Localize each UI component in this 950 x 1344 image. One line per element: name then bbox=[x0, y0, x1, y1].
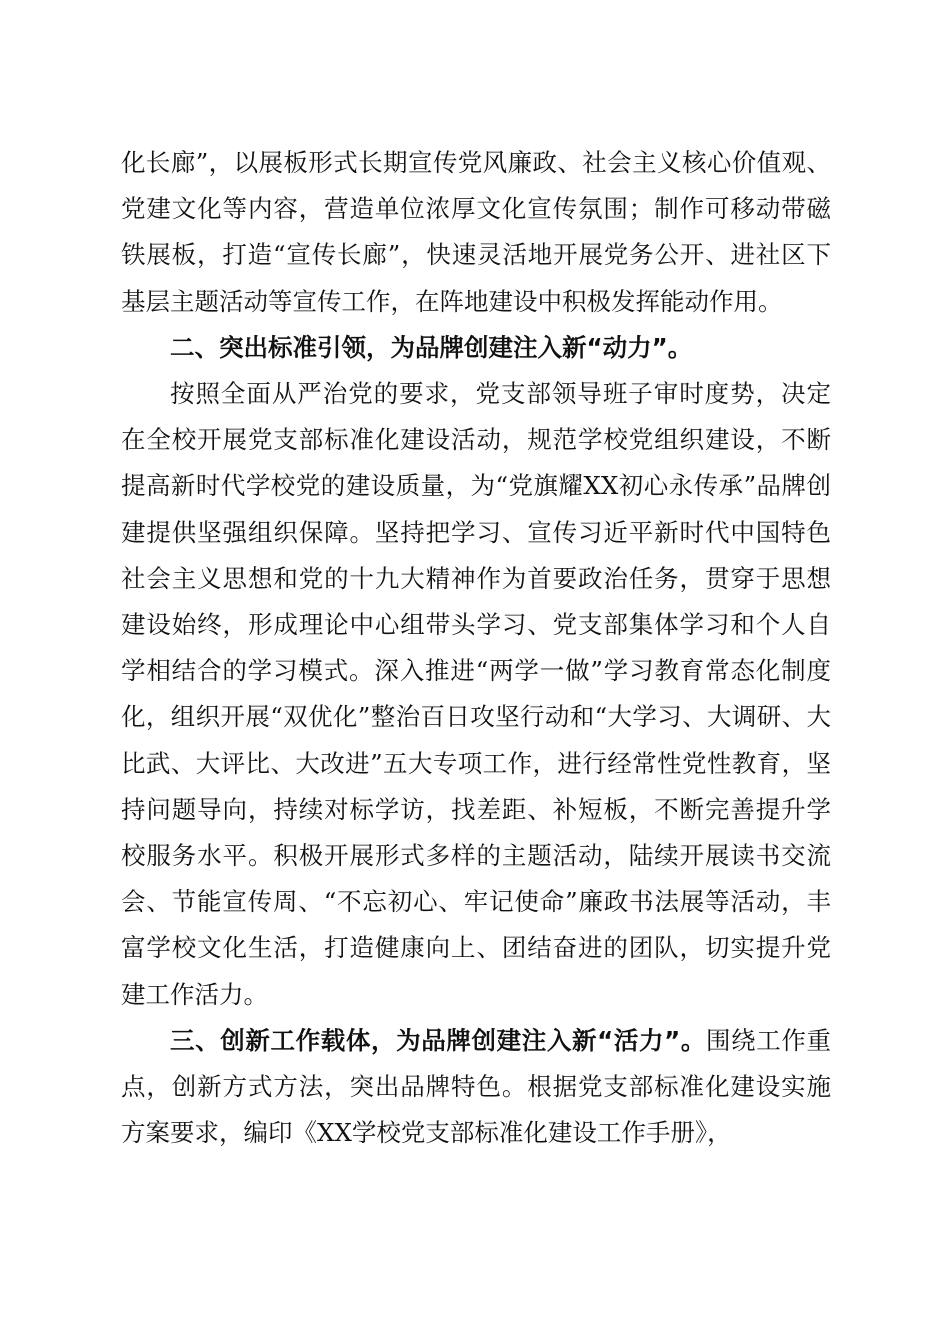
paragraph-continuation: 化长廊”，以展板形式长期宣传党风廉政、社会主义核心价值观、党建文化等内容，营造单位浓厚文化宣传氛围；制作可移动带磁铁展板，打造“宣传长廊”，快速灵活地开展党务公开、进社区下基层主题活动等宣传工作，在阵地建设中积极发挥能动作用。 bbox=[121, 148, 831, 316]
document-body bbox=[121, 140, 831, 1156]
section-heading-2 bbox=[121, 325, 831, 371]
section-heading-3-title: 三、创新工作载体，为品牌创建注入新“活力”。 bbox=[170, 1025, 706, 1055]
section-heading-2-title: 二、突出标准引领，为品牌创建注入新“动力”。 bbox=[170, 332, 693, 362]
section-heading-3 bbox=[121, 1018, 831, 1157]
paragraph-standardization: 按照全面从严治党的要求，党支部领导班子审时度势，决定在全校开展党支部标准化建设活动，规范学校党组织建设，不断提高新时代学校党的建设质量，为“党旗耀XX初心永传承”品牌创建提供坚强组织保障。坚持把学习、宣传习近平新时代中国特色社会主义思想和党的十九大精神作为首要政治任务，贯穿于思想建设始终，形成理论中心组带头学习、党支部集体学习和个人自学相结合的学习模式。深入推进“两学一做”学习教育常态化制度化，组织开展“双优化”整治百日攻坚行动和“大学习、大调研、大比武、大评比、大改进”五大专项工作，进行经常性党性教育，坚持问题导向，持续对标学访，找差距、补短板，不断完善提升学校服务水平。积极开展形式多样的主题活动，陆续开展读书交流会、节能宣传周、“不忘初心、牢记使命”廉政书法展等活动，丰富学校文化生活，打造健康向上、团结奋进的团队，切实提升党建工作活力。 bbox=[121, 379, 831, 1009]
section-heading-3-body: 围绕工作重点，创新方式方法，突出品牌特色。根据党支部标准化建设实施方案要求，编印《XX学校党支部标准化建设工作手册》， bbox=[121, 1025, 832, 1148]
